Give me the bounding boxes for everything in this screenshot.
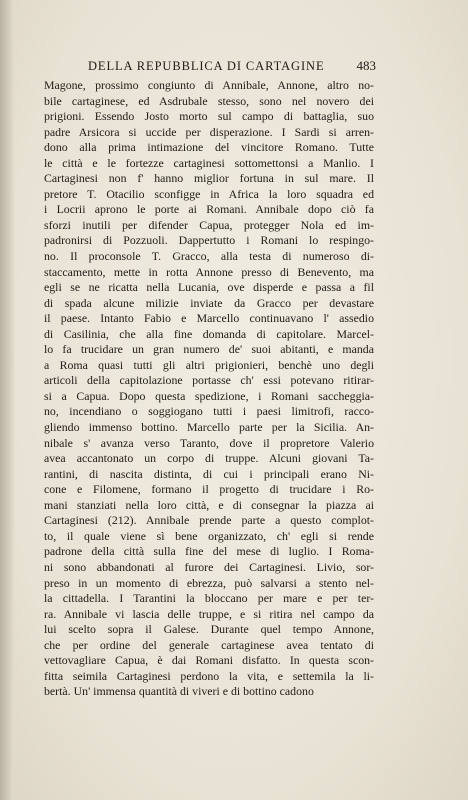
text-line: Cartaginesi (212). Annibale prende parte a questo complot- — [44, 513, 374, 528]
text-line: prigioni. Essendo Josto morto sul campo di battaglia, suo — [44, 109, 374, 124]
text-line: che per ordine del generale cartaginese avea tentato di — [44, 637, 374, 652]
text-line: fitta seimila Cartaginesi perdono la vita, e settemila la li- — [44, 668, 374, 683]
body-text — [44, 78, 374, 700]
text-line: cone e Filomene, formano il progetto di trucidare i Ro- — [44, 482, 374, 497]
text-line: bile cartaginese, ed Asdrubale stesso, sono nel novero dei — [44, 93, 374, 108]
text-line: staccamento, mette in rotta Annone presso di Benevento, ma — [44, 264, 374, 279]
text-line: egli se ne ricatta nella Lucania, ove disperde e passa a fil — [44, 280, 374, 295]
text-line: mani stanziati nella loro città, e di consegnar la piazza ai — [44, 497, 374, 512]
running-title: DELLA REPUBBLICA DI CARTAGINE — [88, 59, 325, 73]
text-line: sforzi inutili per difender Capua, protegger Nola ed im- — [44, 217, 374, 232]
text-line: nibale s' avanza verso Taranto, dove il propretore Valerio — [44, 435, 374, 450]
text-line: il paese. Intanto Fabio e Marcello continuavano l' assedio — [44, 311, 374, 326]
text-line: rantini, di nascita distinta, di cui i principali erano Ni- — [44, 466, 374, 481]
text-line: Cartaginesi non f' hanno miglior fortuna in sul mare. Il — [44, 171, 374, 186]
text-line: dono alla prima intimazione del vincitore Romano. Tutte — [44, 140, 374, 155]
text-line: avea accantonato un corpo di truppe. Alcuni giovani Ta- — [44, 451, 374, 466]
text-line: ra. Annibale vi lascia delle truppe, e si ritira nel campo da — [44, 606, 374, 621]
text-line: di spada alcune milizie inviate da Gracco per devastare — [44, 295, 374, 310]
text-line: bertà. Un' immensa quantità di viveri e di bottino cadono — [44, 684, 314, 699]
text-line: padre Arsicora si uccide per disperazione. I Sardi si arren- — [44, 124, 374, 139]
text-line: si a Capua. Dopo questa spedizione, i Romani saccheggia- — [44, 388, 374, 403]
text-line: la cittadella. I Tarantini la bloccano per mare e per ter- — [44, 591, 374, 606]
text-line: Magone, prossimo congiunto di Annibale, Annone, altro no- — [44, 78, 374, 92]
page-number: 483 — [356, 58, 376, 73]
page-header — [88, 58, 376, 74]
text-line: padrone della città sulla fine del mese di luglio. I Roma- — [44, 544, 374, 559]
text-line: articoli della capitolazione portasse ch' essi potevano ritirar- — [44, 373, 374, 388]
text-line: le città e le fortezze cartaginesi sottomettonsi a Manlio. I — [44, 155, 374, 170]
text-line: vettovagliare Capua, è dai Romani disfatto. In questa scon- — [44, 653, 374, 668]
text-line: padronirsi di Pozzuoli. Dappertutto i Romani lo respingo- — [44, 233, 374, 248]
text-line: di Casilinia, che alla fine domanda di capitolare. Marcel- — [44, 326, 374, 341]
text-line: lo fa trucidare un gran numero de' suoi abitanti, e manda — [44, 342, 374, 357]
text-line: no, incendiano o soggiogano tutti i paesi limitrofi, racco- — [44, 404, 374, 419]
text-line: a Roma quasi tutti gli altri prigionieri, benchè uno degli — [44, 357, 374, 372]
text-line: to, il quale viene sì bene organizzato, ch' egli si rende — [44, 528, 374, 543]
text-line: pretore T. Otacilio sconfigge in Africa la loro squadra ed — [44, 186, 374, 201]
text-line: ni sono abbandonati al furore dei Cartaginesi. Livio, sor- — [44, 559, 374, 574]
text-line: lui scelto sopra il Galese. Durante quel tempo Annone, — [44, 622, 374, 637]
text-line: preso in un momento di ebrezza, può salvarsi a stento nel- — [44, 575, 374, 590]
text-line: no. Il proconsole T. Gracco, alla testa di numeroso di- — [44, 249, 374, 264]
text-line: i Locrii aprono le porte ai Romani. Annibale dopo ciò fa — [44, 202, 374, 217]
page-gutter-shadow — [0, 0, 14, 800]
text-line: gliendo immenso bottino. Marcello parte per la Sicilia. An- — [44, 420, 374, 435]
